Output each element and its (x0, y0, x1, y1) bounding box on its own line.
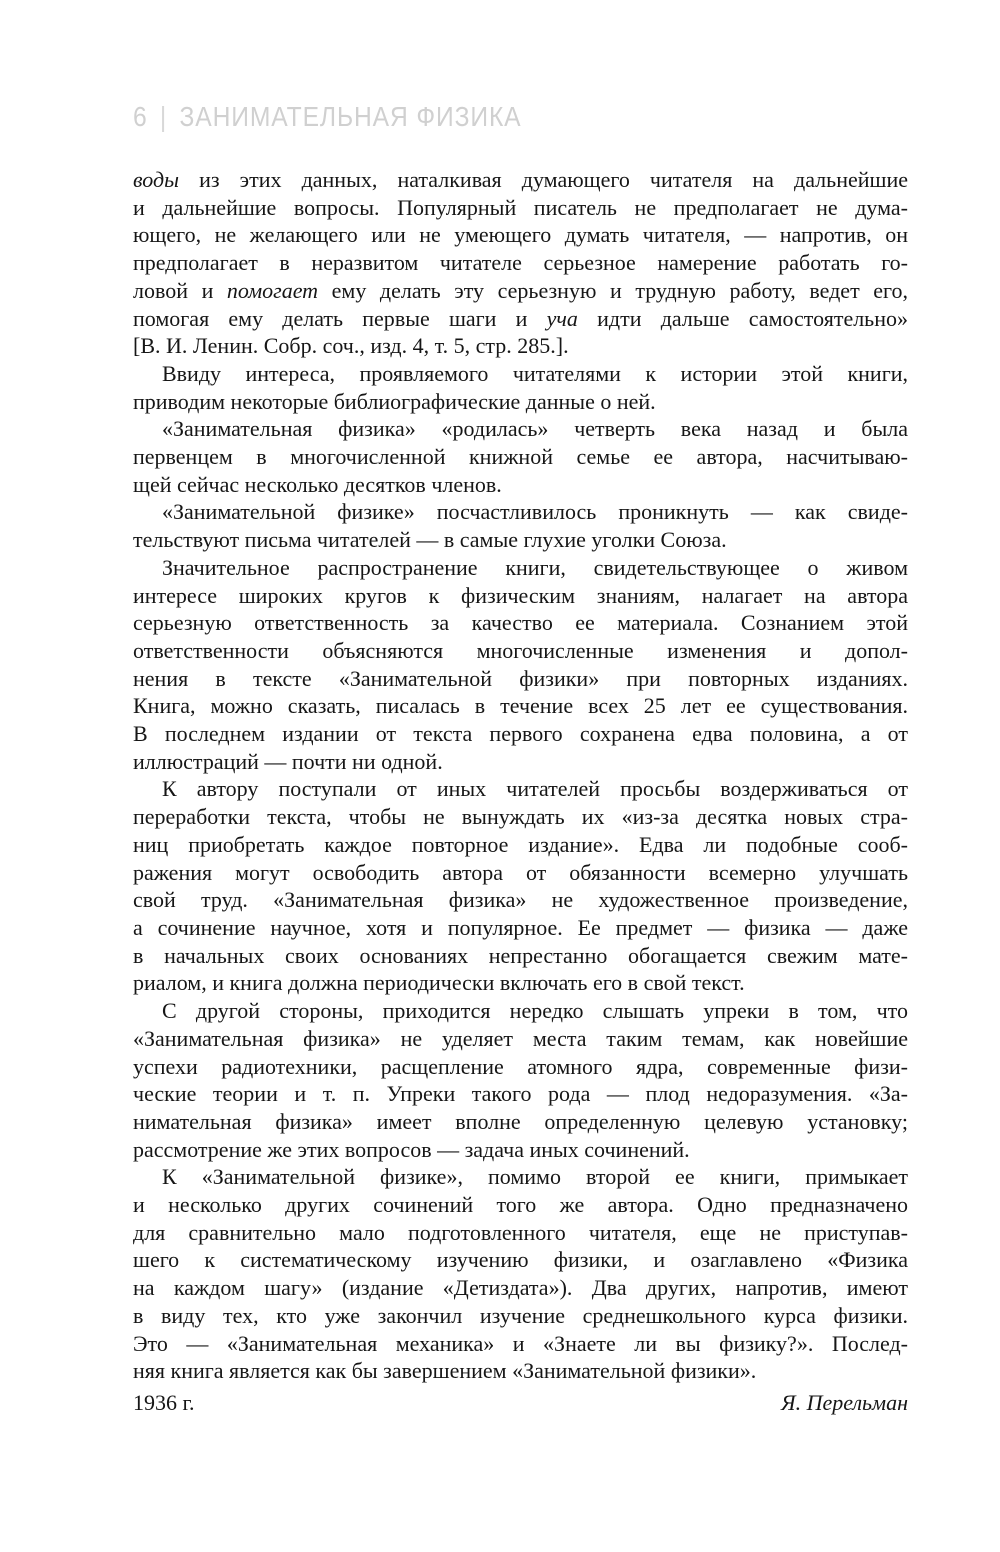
paragraph (133, 997, 908, 1163)
text-segment: ловой и (133, 277, 227, 303)
text-line: тельствуют письма читателей — в самые глухие уголки Союза. (133, 527, 727, 553)
text-line: и дальнейшие вопросы. Популярный писатель не предполагает не дума- (133, 194, 908, 220)
running-title: ЗАНИМАТЕЛЬНАЯ ФИЗИКА (179, 101, 522, 132)
paragraph (133, 554, 908, 776)
text-line: рассмотрение же этих вопросов — задача иных сочинений. (133, 1136, 690, 1162)
text-line: ответственности объясняются многочисленные изменения и допол- (133, 637, 908, 663)
text-segment: из этих данных, наталкивая думающего читателя на дальнейшие (179, 167, 908, 192)
text-line: ражения могут освободить автора от обязанности всемерно улучшать (133, 859, 908, 885)
text-line: нения в тексте «Занимательной физики» при повторных изданиях. (133, 665, 908, 691)
text-line: для сравнительно мало подготовленного читателя, еще не приступав- (133, 1219, 908, 1245)
text-line: ческие теории и т. п. Упреки такого рода — плод недоразумения. «За- (133, 1081, 908, 1107)
page-number: 6 (133, 101, 148, 132)
paragraph (133, 1163, 908, 1385)
text-line: серьезную ответственность за качество ее материала. Сознанием этой (133, 610, 908, 636)
text-line: приводим некоторые библиографические данные о ней. (133, 388, 656, 414)
text-line: ющего, не желающего или не умеющего думать читателя, — напротив, он (133, 222, 908, 248)
text-line (133, 305, 908, 333)
text-line: интересе широких кругов к физическим знаниям, налагает на автора (133, 582, 908, 608)
paragraph (133, 775, 908, 997)
text-line: и несколько других сочинений того же автора. Одно предназначено (133, 1192, 908, 1218)
text-line: Значительное распространение книги, свидетельствующее о живом (162, 554, 908, 580)
text-line: К «Занимательной физике», помимо второй ее книги, примыкает (162, 1164, 908, 1190)
text-line: в виду тех, кто уже закончил изучение среднешкольного курса физики. (133, 1302, 908, 1328)
text-line: нимательная физика» имеет вполне определенную целевую установку; (133, 1108, 908, 1134)
italic-text: помогает (226, 277, 319, 303)
text-line: на каждом шагу» (издание «Детиздата»). Два других, напротив, имеют (133, 1275, 908, 1301)
italic-text: уча (546, 305, 578, 331)
paragraph (133, 498, 908, 553)
text-line: Ввиду интереса, проявляемого читателями к истории этой книги, (162, 360, 908, 386)
text-line: предполагает в неразвитом читателе серьезное намерение работать го- (133, 250, 908, 276)
text-line: Книга, можно сказать, писалась в течение всех 25 лет ее существования. (133, 693, 908, 719)
date-line: 1936 г. (133, 1390, 195, 1415)
text-segment: идти дальше самостоятельно» (577, 305, 908, 331)
text-line: переработки текста, чтобы не вынуждать их «из-за десятка новых стра- (133, 804, 908, 830)
page-header (133, 101, 521, 133)
text-line: «Занимательной физике» посчастливилось проникнуть — как свиде- (162, 499, 908, 525)
page-footer (133, 1390, 908, 1416)
text-line: [В. И. Ленин. Собр. соч., изд. 4, т. 5, стр. 285.]. (133, 333, 569, 359)
text-line: шего к систематическому изучению физики, и озаглавлено «Физика (133, 1247, 908, 1273)
author-signature: Я. Перельман (781, 1390, 908, 1415)
text-line: иллюстраций — почти ни одной. (133, 748, 443, 774)
italic-text: воды (133, 167, 179, 192)
text-line: в начальных своих основаниях непрестанно обогащается свежим мате- (133, 942, 908, 968)
text-line: успехи радиотехники, расщепление атомного ядра, современные физи- (133, 1053, 908, 1079)
text-line: К автору поступали от иных читателей просьбы воздерживаться от (162, 776, 908, 802)
text-line (133, 166, 908, 194)
text-line: а сочинение научное, хотя и популярное. Ее предмет — физика — даже (133, 914, 908, 940)
text-line: свой труд. «Занимательная физика» не художественное произведение, (133, 887, 908, 913)
text-segment: помогая ему делать первые шаги и (133, 305, 547, 331)
text-segment: ему делать эту серьезную и трудную работу, ведет его, (318, 277, 908, 303)
paragraph (133, 360, 908, 415)
text-line: «Занимательная физика» «родилась» четверть века назад и была (162, 416, 908, 442)
text-line: В последнем издании от текста первого сохранена едва половина, а от (133, 721, 908, 747)
text-line: «Занимательная физика» не уделяет места таким темам, как новейшие (133, 1025, 908, 1051)
text-line: ниц приобретать каждое повторное издание». Едва ли подобные сооб- (133, 831, 908, 857)
text-line: Это — «Занимательная механика» и «Знаете ли вы физику?». Послед- (133, 1330, 908, 1356)
header-divider: | (159, 101, 168, 132)
text-line: первенцем в многочисленной книжной семье ее автора, насчитываю- (133, 444, 908, 470)
text-line: риалом, и книга должна периодически включать его в свой текст. (133, 970, 745, 996)
text-line: няя книга является как бы завершением «Занимательной физики». (133, 1358, 757, 1384)
text-line: щей сейчас несколько десятков членов. (133, 471, 502, 497)
text-line: С другой стороны, приходится нередко слышать упреки в том, что (162, 998, 908, 1024)
paragraph (133, 166, 908, 360)
paragraph (133, 415, 908, 498)
page-body (133, 166, 908, 1385)
text-line (133, 277, 908, 305)
